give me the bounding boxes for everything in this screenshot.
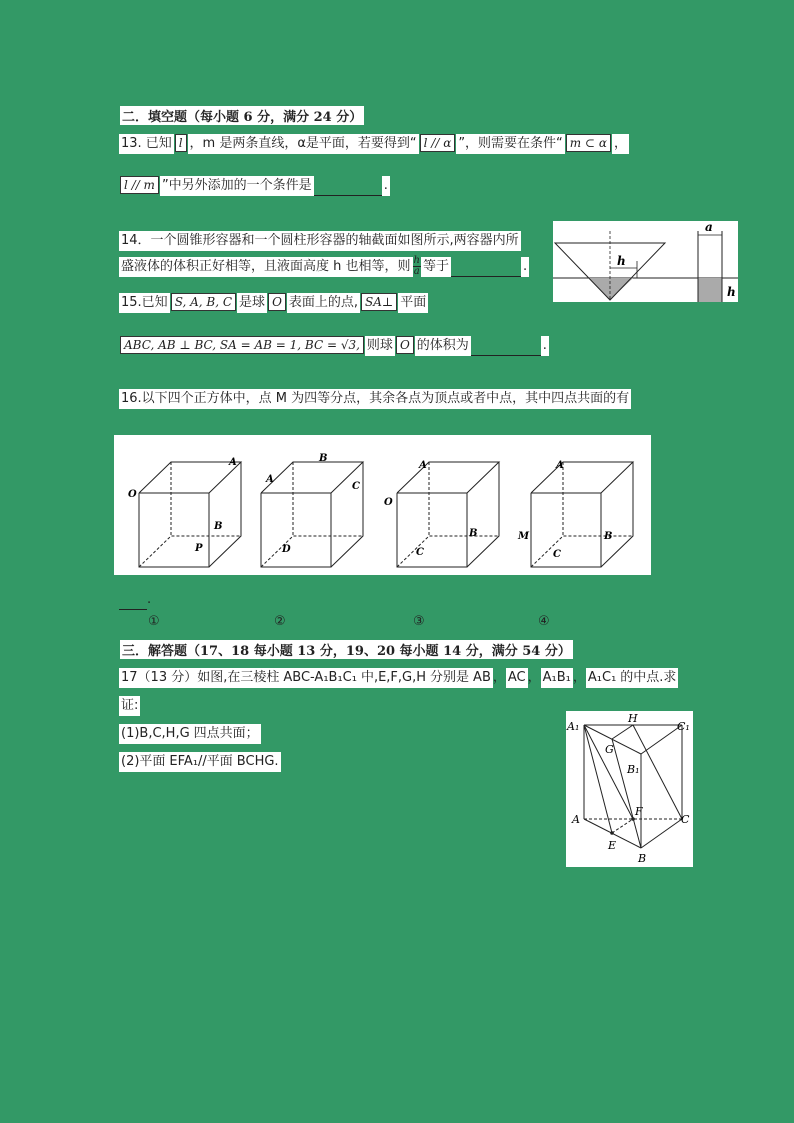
q16-option-3-label: ③ [413, 614, 425, 629]
q13-text-2: ，m 是两条直线，α是平面，若要得到“ [188, 134, 419, 154]
q16-answer-line [119, 590, 151, 610]
q13-answer-blank[interactable] [314, 181, 382, 196]
question-14-line-2 [119, 256, 529, 277]
question-13-line-1 [119, 134, 629, 154]
q13-text-3: ”，则需要在条件“ [456, 134, 564, 154]
question-15-line-1 [119, 293, 428, 313]
q14-text-1: 14．一个圆锥形容器和一个圆柱形容器的轴截面如图所示,两容器内所 [119, 231, 521, 251]
q16-cubes-diagram [114, 435, 651, 575]
q17-a1c1: A₁C₁ [586, 668, 618, 688]
q13-text-4: ， [612, 134, 629, 154]
prism-label-G: G [605, 743, 614, 756]
cube-3 [397, 462, 499, 567]
cube3-label-O: O [384, 497, 393, 508]
q13-box-l: l [175, 134, 187, 152]
q14-fraction [413, 256, 421, 277]
question-17-line-1 [119, 668, 678, 688]
q17-text-5: 证: [119, 696, 140, 716]
q14-frac-numerator: h [413, 255, 420, 266]
prism-label-A1: A₁ [567, 720, 580, 733]
cube2-label-D: D [282, 544, 291, 555]
q13-box-l-parallel-m: l // m [120, 176, 159, 194]
q15-box-SA-perp: SA⊥ [361, 293, 397, 311]
q14-text-2: 盛液体的体积正好相等，且液面高度 h 也相等，则 [119, 257, 413, 277]
cube2-label-A: A [266, 474, 274, 485]
question-17-part-2 [119, 752, 281, 772]
q13-text-1: 已知 [144, 134, 174, 154]
q13-number: 13. [119, 134, 144, 154]
cube1-label-P: P [195, 543, 203, 554]
q16-option-3 [413, 612, 425, 632]
q17-part2-b: EFA₁//平面 [167, 752, 234, 772]
q15-box-O-2: O [396, 336, 414, 354]
prism-label-F: F [635, 805, 643, 818]
q17-text-1: 17（13 分）如图,在三棱柱 [119, 668, 281, 688]
q14-answer-blank[interactable] [451, 262, 521, 277]
section-3-title-text: 三．解答题（17、18 每小题 13 分，19、20 每小题 14 分，满分 54 分） [120, 640, 573, 659]
q14-fig-label-a: a [705, 221, 713, 234]
q17-sep-2: ， [527, 670, 541, 685]
q15-text-3: 平面 [398, 293, 428, 313]
q14-fig-label-h1: h [617, 254, 626, 268]
prism-label-B: B [638, 852, 647, 865]
q16-option-1 [148, 612, 160, 632]
section-2-title [120, 106, 364, 125]
prism-label-A: A [572, 813, 580, 826]
q16-option-2-label: ② [274, 614, 286, 629]
q17-text-4: 的中点.求 [618, 668, 678, 688]
q13-box-m-subset: m ⊂ α [566, 134, 611, 152]
q14-end: . [521, 257, 529, 277]
q17-text-3: 分别是 [428, 668, 471, 688]
q17-sep-3: ， [572, 670, 586, 685]
prism-label-C1: C₁ [677, 720, 690, 733]
q17-a1b1: A₁B₁ [541, 668, 573, 688]
cube-1 [139, 462, 241, 567]
cube-2 [261, 462, 363, 567]
q15-box-conditions: ABC, AB ⊥ BC, SA = AB = 1, BC = √3, [120, 336, 364, 354]
cube1-label-A: A [229, 457, 237, 468]
q16-answer-blank[interactable] [119, 595, 147, 610]
q13-end: . [382, 176, 390, 196]
q16-cubes-figure [114, 435, 651, 575]
cube4-label-M: M [518, 531, 530, 542]
question-16-line [119, 389, 631, 409]
q14-figure [553, 221, 738, 302]
q15-end: . [541, 336, 549, 356]
q15-text-5: 的体积为 [415, 336, 471, 356]
q16-option-4 [538, 612, 550, 632]
q17-ac: AC [506, 668, 528, 688]
q14-frac-denominator: a [413, 266, 420, 277]
q14-fig-label-h2: h [727, 285, 736, 299]
cube1-label-B: B [214, 521, 223, 532]
q16-option-1-label: ① [148, 614, 160, 629]
question-14-line-1 [119, 231, 521, 251]
q17-prism-figure [566, 711, 693, 867]
cube-4 [531, 462, 633, 567]
q17-prism-diagram [566, 711, 693, 867]
question-15-line-2 [119, 336, 549, 356]
prism-label-B1: B₁ [627, 763, 640, 776]
q14-text-3: 等于 [421, 257, 451, 277]
cube3-label-A: A [419, 460, 427, 471]
q16-option-4-label: ④ [538, 614, 550, 629]
cube3-label-C: C [416, 547, 424, 558]
section-3-title [120, 640, 573, 659]
q17-sep-1: ， [492, 670, 506, 685]
cube1-label-O: O [128, 489, 137, 500]
q15-text-4: 则球 [365, 336, 395, 356]
q15-text-1: 是球 [237, 293, 267, 313]
cube4-label-B: B [604, 531, 613, 542]
cube3-label-B: B [469, 528, 478, 539]
q17-part2-c: BCHG. [235, 752, 281, 772]
q17-ab: AB [471, 668, 493, 688]
q16-option-2 [274, 612, 286, 632]
q17-part1-b: 四点共面； [192, 724, 261, 744]
q13-text-5: ”中另外添加的一个条件是 [160, 176, 314, 196]
q16-text: 16.以下四个正方体中，点 M 为四等分点，其余各点为顶点或者中点，其中四点共面的有 [119, 389, 631, 409]
prism-label-E: E [608, 839, 617, 852]
q17-prism: ABC-A₁B₁C₁ [281, 668, 359, 688]
q15-number: 15.已知 [119, 293, 170, 313]
q16-end: . [147, 592, 152, 607]
q15-box-O: O [268, 293, 286, 311]
cube4-label-A: A [556, 460, 564, 471]
q15-box-points: S, A, B, C [171, 293, 236, 311]
prism-label-C: C [681, 813, 690, 826]
question-17-line-2 [119, 696, 140, 716]
q17-part2-a: (2)平面 [119, 752, 167, 772]
cube2-label-B: B [319, 453, 328, 464]
q13-box-condition: l // α [420, 134, 456, 152]
cube4-label-C: C [553, 549, 561, 560]
cube2-label-C: C [352, 481, 360, 492]
q15-answer-blank[interactable] [471, 341, 541, 356]
question-13-line-2 [119, 176, 390, 196]
section-2-title-text: 二．填空题（每小题 6 分，满分 24 分） [120, 106, 364, 125]
q17-text-2: 中,E,F,G,H [359, 668, 428, 688]
question-17-part-1 [119, 724, 261, 744]
q14-cone-cylinder-diagram [553, 221, 738, 302]
q15-text-2: 表面上的点, [287, 293, 360, 313]
prism-label-H: H [628, 712, 638, 725]
q17-part1-a: (1)B,C,H,G [119, 724, 192, 744]
